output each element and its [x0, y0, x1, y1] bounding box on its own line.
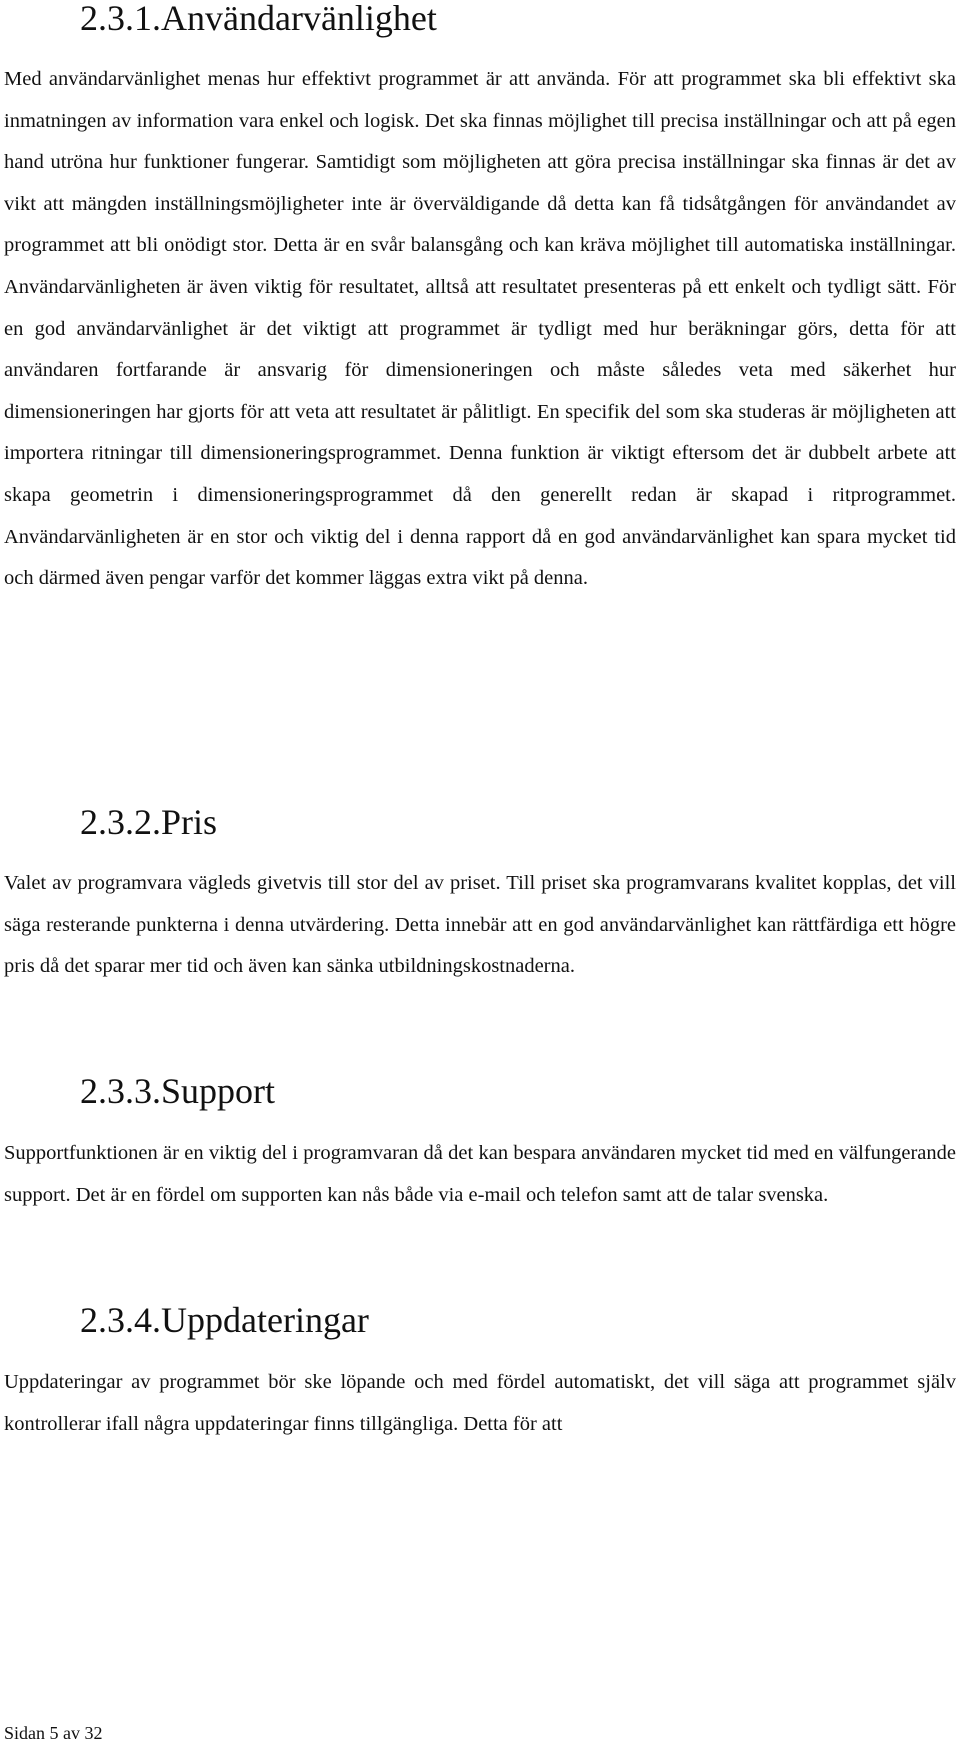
- section-body-price: Valet av programvara vägleds givetvis till stor del av priset. Till priset ska programvarans kvalitet kopplas, det vill säga resterande punkterna i denna utvärdering. Detta innebär att en god användarvänlighet kan rättfärdiga ett högre pris då det sparar mer tid och även kan sänka utbildningskostnaderna.: [4, 872, 956, 978]
- section-number: 2.3.1.: [80, 0, 161, 38]
- section-body-updates: Uppdateringar av programmet bör ske löpande och med fördel automatiskt, det vill säga att programmet själv kontrollerar ifall några uppdateringar finns tillgängliga. Detta för att: [4, 1371, 956, 1435]
- section-body-usability: Med användarvänlighet menas hur effektivt programmet är att använda. För att programmet ska bli effektivt ska inmatningen av information vara enkel och logisk. Det ska finnas möjlighet till precisa inställningar och att på egen hand utröna hur funktioner fungerar. Samtidigt som möjligheten att göra precisa inställningar ska finnas är det av vikt att mängden inställningsmöjligheter inte är överväldigande då detta kan få tidsåtgången för användandet av programmet att bli onödigt stor. Detta är en svår balansgång och kan kräva möjlighet till automatiska inställningar. Användarvänligheten är även viktig för resultatet, alltså att resultatet presenteras på ett enkelt och tydligt sätt. För en god användarvänlighet är det viktigt att programmet är tydligt med hur beräkningar görs, detta för att användaren fortfarande är ansvarig för dimensioneringen och måste således veta med säkerhet hur dimensioneringen har gjorts för att veta att resultatet är pålitligt. En specifik del som ska studeras är möjligheten att importera ritningar till dimensioneringsprogrammet. Denna funktion är viktigt eftersom det är dubbelt arbete att skapa geometrin i dimensioneringsprogrammet då den generellt redan är skapad i ritprogrammet. Användarvänligheten är en stor och viktig del i denna rapport då en god användarvänlighet kan spara mycket tid och därmed även pengar varför det kommer läggas extra vikt på denna.: [4, 68, 956, 590]
- section-title: Support: [161, 1071, 276, 1111]
- section-title: Pris: [161, 802, 218, 842]
- section-number: 2.3.3.: [80, 1071, 161, 1111]
- section-heading-updates: [80, 1300, 369, 1340]
- section-number: 2.3.2.: [80, 802, 161, 842]
- section-number: 2.3.4.: [80, 1300, 161, 1340]
- section-title: Användarvänlighet: [161, 0, 437, 38]
- page-number-footer: Sidan 5 av 32: [4, 1723, 103, 1743]
- section-heading-support: [80, 1071, 275, 1111]
- section-title: Uppdateringar: [161, 1300, 369, 1340]
- section-heading-price: [80, 802, 217, 842]
- section-body-support: Supportfunktionen är en viktig del i programvaran då det kan bespara användaren mycket tid med en välfungerande support. Det är en fördel om supporten kan nås både via e-mail och telefon samt att de talar svenska.: [4, 1142, 956, 1206]
- section-heading-usability: [80, 0, 437, 38]
